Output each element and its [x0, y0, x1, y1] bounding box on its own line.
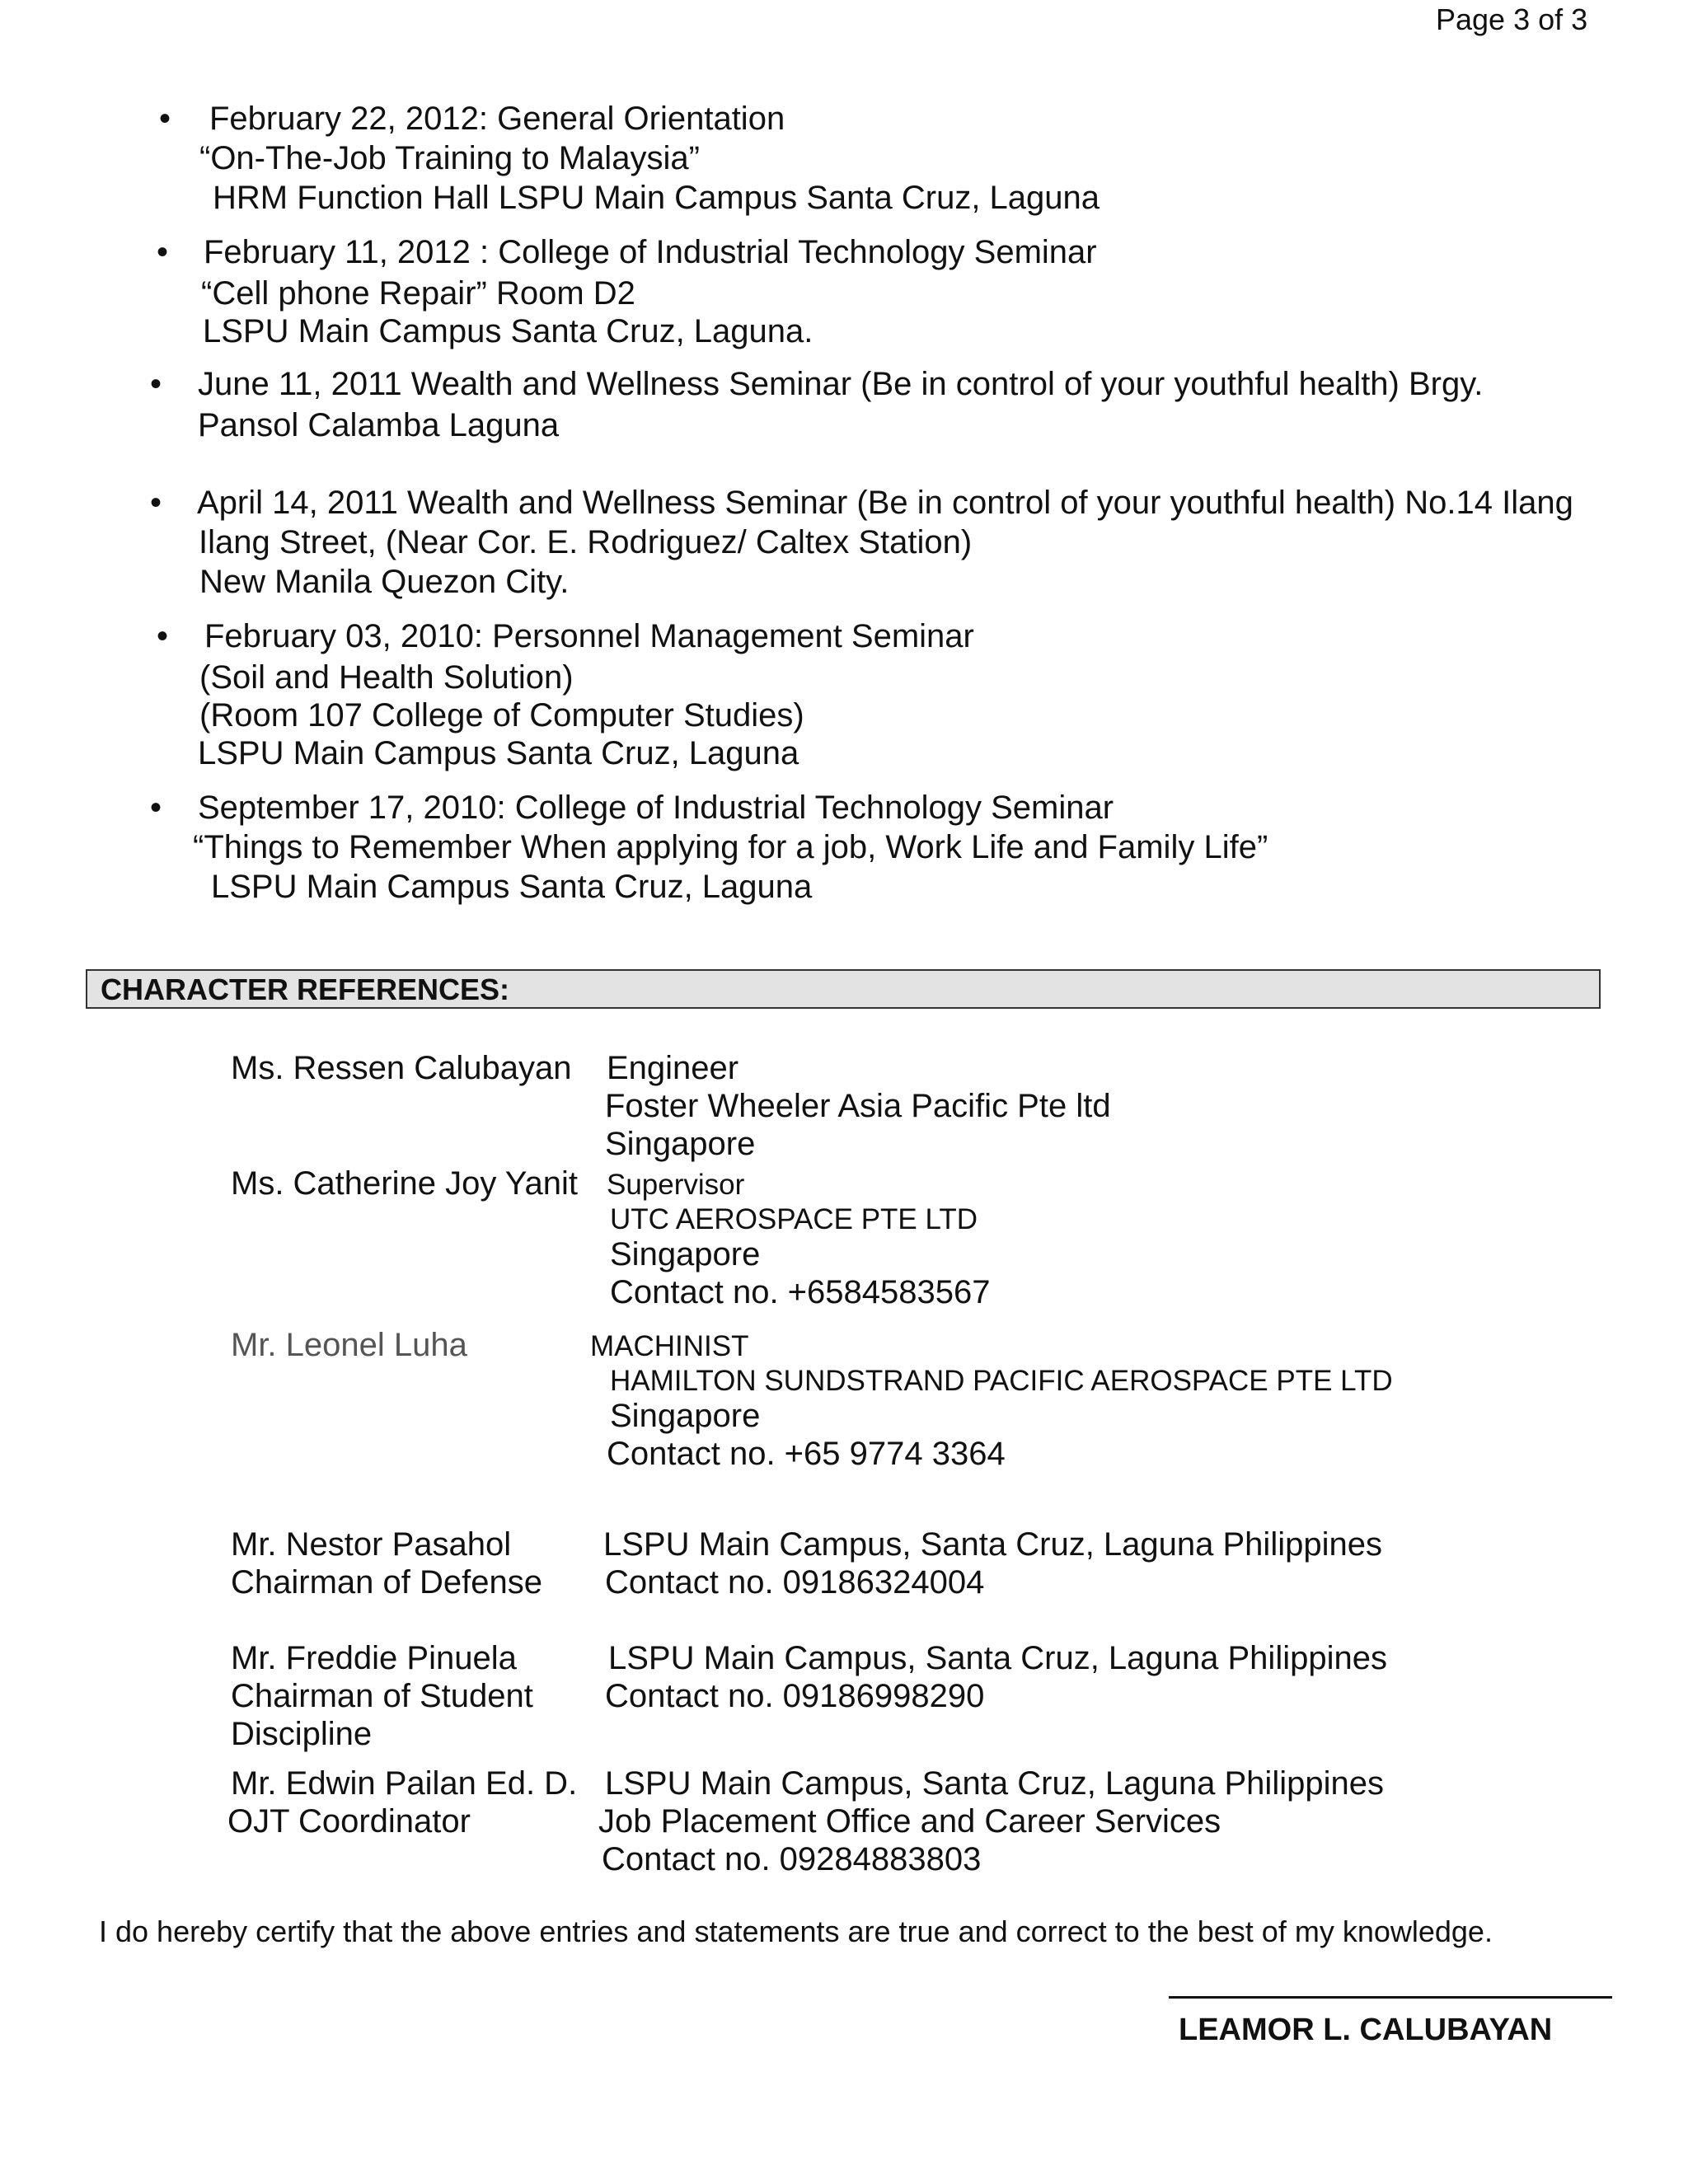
reference-detail: UTC AEROSPACE PTE LTD [610, 1203, 978, 1235]
reference-detail: Contact no. +65 9774 3364 [607, 1436, 1006, 1472]
signature-line [1169, 1996, 1612, 1999]
seminar-line: Pansol Calamba Laguna [198, 407, 560, 443]
seminar-line: Ilang Street, (Near Cor. E. Rodriguez/ Caltex Station) [199, 524, 973, 560]
seminar-line: LSPU Main Campus Santa Cruz, Laguna [211, 869, 813, 905]
bullet-icon: • [150, 485, 162, 521]
reference-detail: HAMILTON SUNDSTRAND PACIFIC AEROSPACE PTE LTD [610, 1365, 1393, 1397]
page-number: Page 3 of 3 [1436, 2, 1588, 36]
seminar-line: LSPU Main Campus Santa Cruz, Laguna [198, 735, 799, 771]
section-header-character-references [86, 969, 1601, 1009]
seminar-line: “Cell phone Repair” Room D2 [201, 275, 635, 312]
reference-name: Mr. Leonel Luha [231, 1327, 467, 1363]
seminar-line: (Room 107 College of Computer Studies) [199, 697, 804, 733]
reference-detail: Singapore [610, 1398, 761, 1434]
reference-detail: Singapore [605, 1126, 756, 1162]
bullet-icon: • [150, 366, 162, 402]
seminar-line: (Soil and Health Solution) [199, 659, 574, 696]
bullet-icon: • [157, 234, 169, 270]
seminar-line: “On-The-Job Training to Malaysia” [199, 140, 700, 176]
reference-name: Mr. Nestor Pasahol [231, 1526, 512, 1563]
seminar-line: New Manila Quezon City. [199, 564, 570, 600]
reference-detail: Contact no. +6584583567 [610, 1274, 991, 1310]
reference-title: OJT Coordinator [227, 1803, 471, 1840]
reference-detail: LSPU Main Campus, Santa Cruz, Laguna Philippines [608, 1640, 1387, 1676]
reference-detail: LSPU Main Campus, Santa Cruz, Laguna Philippines [603, 1526, 1382, 1563]
certification-statement: I do hereby certify that the above entries and statements are true and correct to the best of my knowledge. [99, 1915, 1493, 1948]
seminar-line: September 17, 2010: College of Industrial Technology Seminar [198, 790, 1114, 826]
reference-detail: MACHINIST [590, 1330, 749, 1362]
reference-detail: LSPU Main Campus, Santa Cruz, Laguna Philippines [605, 1765, 1384, 1802]
reference-title: Discipline [231, 1716, 373, 1752]
bullet-icon: • [150, 790, 162, 826]
seminar-line: June 11, 2011 Wealth and Wellness Seminar (Be in control of your youthful health) Brgy. [198, 366, 1484, 402]
seminar-line: LSPU Main Campus Santa Cruz, Laguna. [203, 313, 814, 349]
reference-name: Ms. Ressen Calubayan [231, 1050, 572, 1086]
seminar-line: February 11, 2012 : College of Industrial Technology Seminar [204, 234, 1097, 270]
reference-name: Ms. Catherine Joy Yanit [231, 1165, 578, 1202]
reference-title: Chairman of Student [231, 1678, 533, 1714]
section-title: CHARACTER REFERENCES: [101, 972, 510, 1006]
seminar-line: HRM Function Hall LSPU Main Campus Santa Cruz, Laguna [213, 180, 1100, 216]
reference-detail: Singapore [610, 1236, 761, 1272]
signature-name: LEAMOR L. CALUBAYAN [1179, 2013, 1553, 2047]
reference-name: Mr. Freddie Pinuela [231, 1640, 517, 1676]
reference-detail: Supervisor [607, 1169, 745, 1201]
bullet-icon: • [157, 618, 169, 654]
reference-detail: Contact no. 09186324004 [605, 1564, 985, 1601]
reference-detail: Contact no. 09186998290 [605, 1678, 985, 1714]
seminar-line: “Things to Remember When applying for a job, Work Life and Family Life” [193, 829, 1268, 865]
reference-detail: Contact no. 09284883803 [602, 1841, 982, 1877]
seminar-line: February 22, 2012: General Orientation [209, 101, 785, 137]
seminar-line: February 03, 2010: Personnel Management Seminar [204, 618, 974, 654]
bullet-icon: • [159, 101, 171, 137]
reference-detail: Foster Wheeler Asia Pacific Pte ltd [605, 1088, 1111, 1124]
reference-detail: Job Placement Office and Career Services [598, 1803, 1221, 1840]
reference-name: Mr. Edwin Pailan Ed. D. [231, 1765, 578, 1802]
reference-detail: Engineer [607, 1050, 739, 1086]
seminar-line: April 14, 2011 Wealth and Wellness Seminar (Be in control of your youthful health) No.14 Ilang [197, 485, 1573, 521]
reference-title: Chairman of Defense [231, 1564, 542, 1601]
